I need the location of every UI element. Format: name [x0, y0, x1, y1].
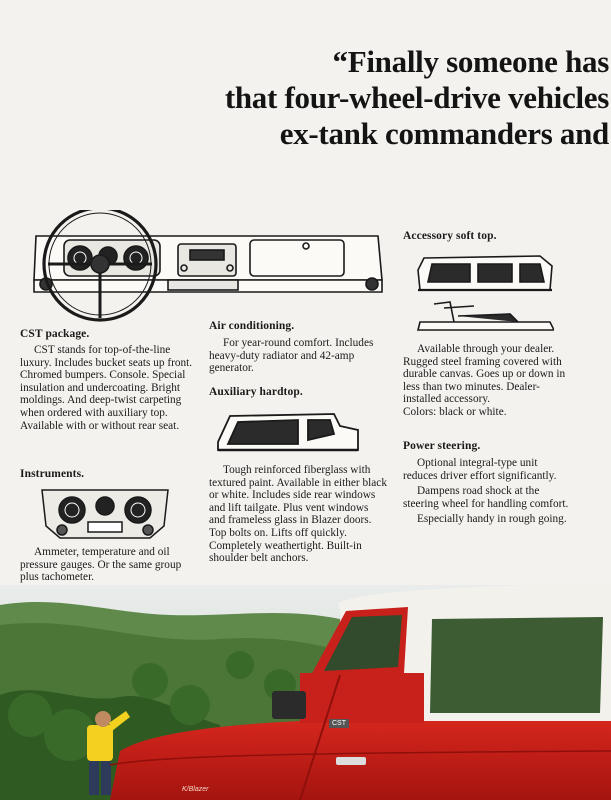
headline	[225, 44, 609, 152]
soft-top-down-illustration	[414, 298, 554, 336]
cst-text	[20, 344, 196, 432]
truck-emblem: CST	[329, 719, 349, 728]
steering-title: Power steering.	[403, 440, 481, 452]
cst-paragraph: CST stands for top-of-the-line luxury. Includes bucket seats up front. Chromed bumpers. Console. Special insulation and undercoating. Bright moldings. And deep-twist carpeting when ordered with auxiliary top. Available with or without rear seat.	[20, 344, 193, 432]
steering-paragraph-1: Optional integral-type unit reduces driver effort significantly.	[403, 457, 557, 482]
softtop-text	[403, 343, 569, 419]
blazer-landscape-photo	[0, 585, 611, 800]
steering-text	[403, 457, 569, 526]
instruments-paragraph: Ammeter, temperature and oil pressure gauges. Or the same group plus tachometer.	[20, 546, 182, 584]
softtop-title: Accessory soft top.	[403, 230, 497, 242]
softtop-paragraph: Available through your dealer. Rugged steel framing covered with durable canvas. Goes up or down in less than two minutes. Dealer-installed accessory.	[403, 343, 566, 406]
softtop-colors: Colors: black or white.	[403, 405, 507, 418]
hardtop-text	[209, 464, 387, 565]
headline-line-1: “Finally someone has	[332, 44, 609, 79]
instrument-cluster-illustration	[38, 486, 172, 542]
soft-top-up-illustration	[414, 250, 554, 298]
hardtop-paragraph: Tough reinforced fiberglass with textured paint. Available in either black or white. Includes side rear windows and lift tailgate. Plus vent windows and frameless glass in Blazer doors. Top bolts on. Lifts off quickly. Completely weathertight. Built-in shoulder belt anchors.	[209, 464, 387, 565]
hardtop-title: Auxiliary hardtop.	[209, 386, 303, 398]
steering-paragraph-2: Dampens road shock at the steering wheel for handling comfort.	[403, 485, 569, 510]
instruments-title: Instruments.	[20, 468, 85, 480]
hardtop-illustration	[212, 406, 362, 458]
cst-title: CST package.	[20, 328, 90, 340]
steering-paragraph-3: Especially handy in rough going.	[417, 513, 567, 526]
air-title: Air conditioning.	[209, 320, 295, 332]
air-text	[209, 337, 385, 375]
headline-line-3: ex-tank commanders and	[279, 116, 609, 151]
dashboard-illustration	[28, 210, 388, 330]
instruments-text	[20, 546, 196, 584]
headline-line-2: that four-wheel-drive vehicles	[224, 80, 609, 115]
air-paragraph: For year-round comfort. Includes heavy-duty radiator and 42-amp generator.	[209, 337, 374, 375]
fender-badge: K/Blazer	[182, 786, 209, 793]
